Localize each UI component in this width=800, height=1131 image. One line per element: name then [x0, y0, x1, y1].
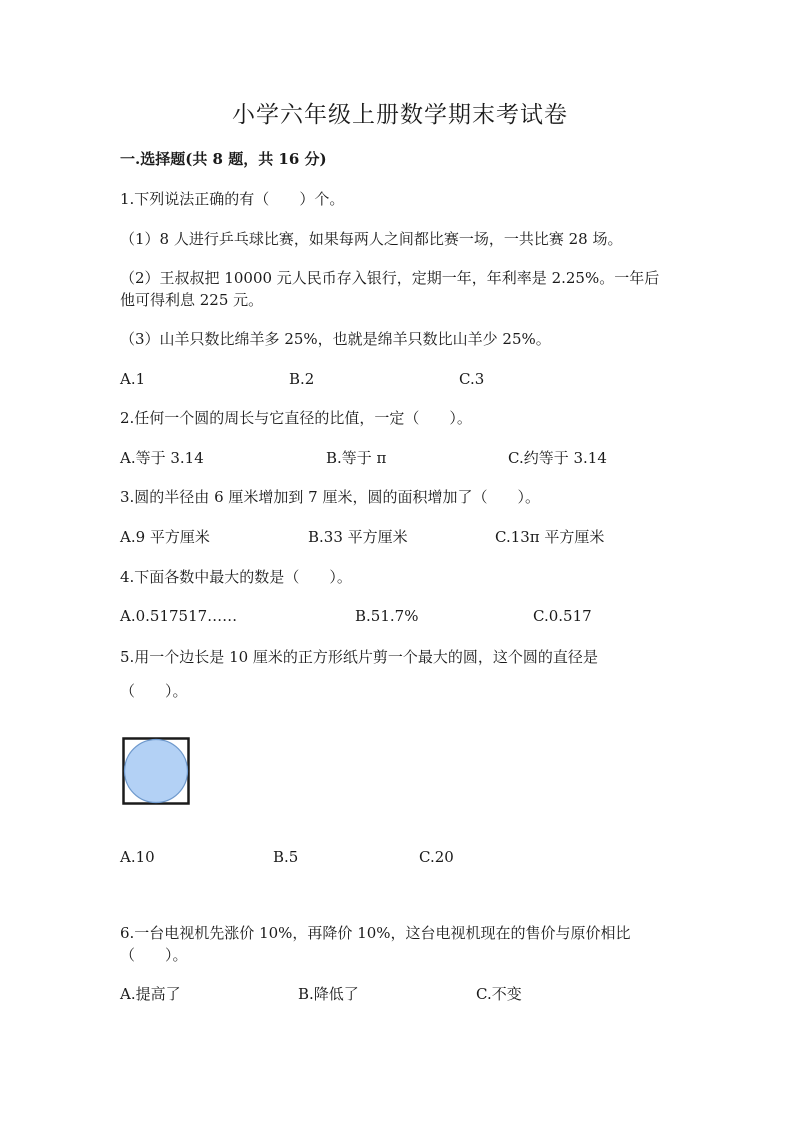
- q5-stem: 5.用一个边长是 10 厘米的正方形纸片剪一个最大的圆，这个圆的直径是: [120, 648, 598, 666]
- q5-option-b: B.5: [273, 848, 299, 866]
- q5-option-c: C.20: [419, 848, 454, 866]
- q6-stem: 6.一台电视机先涨价 10%，再降价 10%，这台电视机现在的售价与原价相比: [120, 924, 631, 942]
- q1-stem: 1.下列说法正确的有（ ）个。: [120, 190, 345, 208]
- q1-option-c: C.3: [459, 370, 485, 388]
- q2-option-a: A.等于 3.14: [120, 449, 204, 467]
- q2-option-b: B.等于 π: [326, 449, 387, 467]
- q1-option-a: A.1: [120, 370, 146, 388]
- q4-option-b: B.51.7%: [355, 607, 419, 625]
- q3-option-a: A.9 平方厘米: [120, 528, 210, 546]
- square-with-circle-figure: [122, 737, 190, 805]
- q5-stem-cont: （ ）。: [120, 682, 188, 700]
- q3-stem: 3.圆的半径由 6 厘米增加到 7 厘米，圆的面积增加了（ ）。: [120, 488, 540, 506]
- q1-option-b: B.2: [289, 370, 315, 388]
- q6-option-b: B.降低了: [298, 985, 359, 1003]
- q1-statement-2-cont: 他可得利息 225 元。: [120, 291, 264, 309]
- q2-option-c: C.约等于 3.14: [508, 449, 607, 467]
- q6-option-c: C.不变: [476, 985, 522, 1003]
- q1-statement-2: （2）王叔叔把 10000 元人民币存入银行，定期一年，年利率是 2.25%。一年后: [120, 269, 660, 287]
- section-heading: 一.选择题(共 8 题，共 16 分): [120, 150, 327, 168]
- page-title: 小学六年级上册数学期末考试卷: [232, 102, 568, 128]
- circle-shape: [125, 740, 188, 803]
- q1-statement-1: （1）8 人进行乒乓球比赛，如果每两人之间都比赛一场，一共比赛 28 场。: [120, 230, 623, 248]
- q4-stem: 4.下面各数中最大的数是（ ）。: [120, 568, 352, 586]
- q5-option-a: A.10: [120, 848, 155, 866]
- q6-option-a: A.提高了: [120, 985, 181, 1003]
- q4-option-c: C.0.517: [533, 607, 592, 625]
- q3-option-b: B.33 平方厘米: [308, 528, 408, 546]
- q1-statement-3: （3）山羊只数比绵羊多 25%，也就是绵羊只数比山羊少 25%。: [120, 330, 551, 348]
- q3-option-c: C.13π 平方厘米: [495, 528, 605, 546]
- q6-stem-cont: （ ）。: [120, 946, 188, 964]
- q2-stem: 2.任何一个圆的周长与它直径的比值，一定（ ）。: [120, 409, 472, 427]
- q4-option-a: A.0.517517……: [120, 607, 238, 625]
